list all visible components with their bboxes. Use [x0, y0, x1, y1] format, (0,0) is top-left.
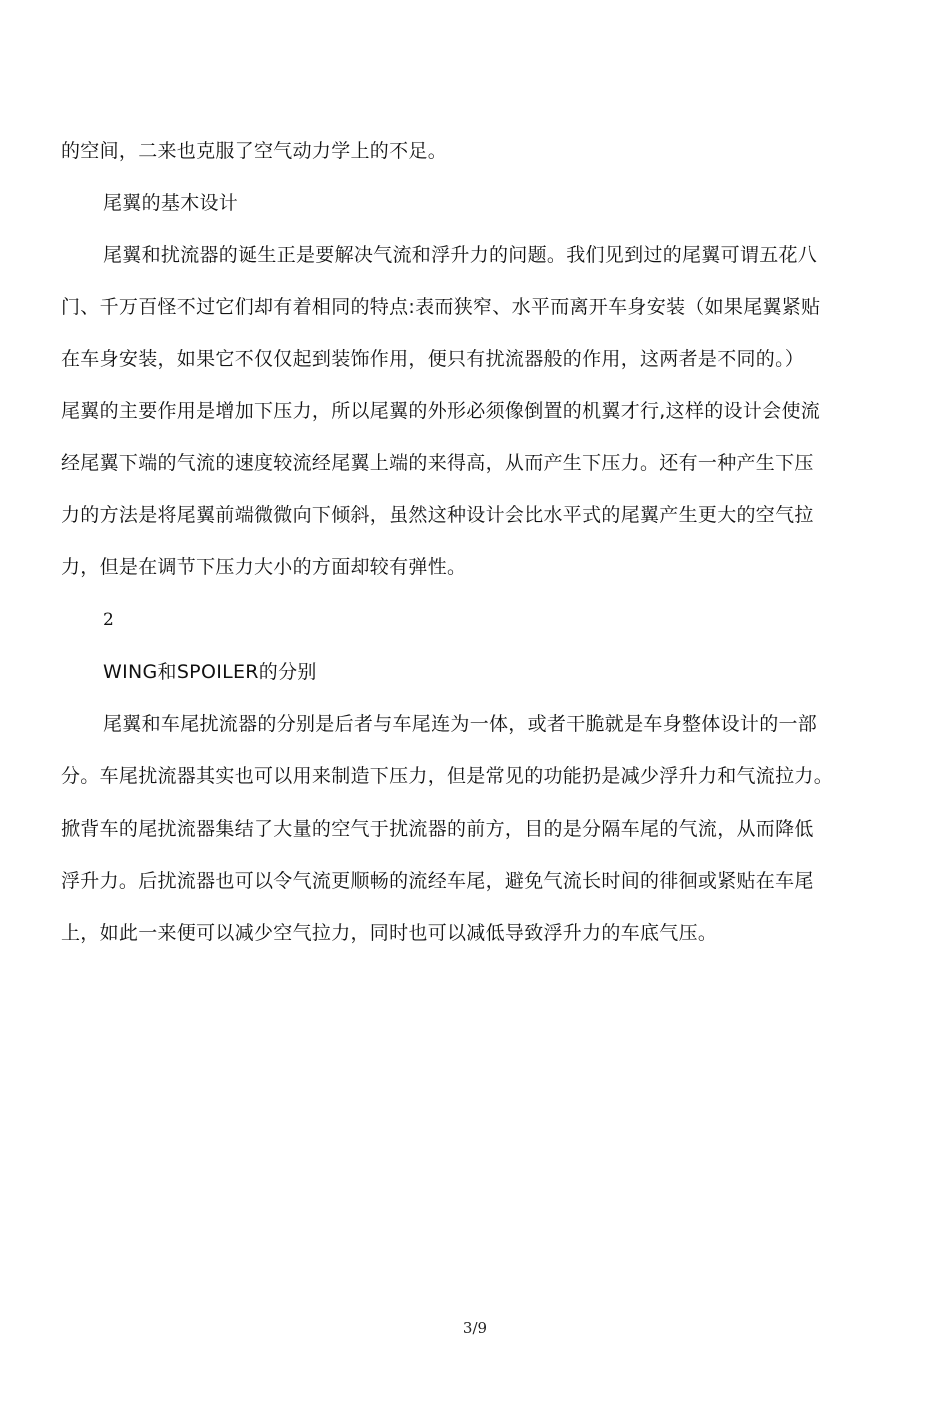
section-number: 2: [103, 610, 115, 630]
paragraph-line: 浮升力。后扰流器也可以令气流更顺畅的流经车尾，避免气流长时间的徘徊或紧贴在车尾: [61, 870, 814, 892]
section-heading: WING和SPOILER的分别: [103, 661, 317, 683]
paragraph-line: 尾翼和车尾扰流器的分别是后者与车尾连为一体，或者干脆就是车身整体设计的一部: [103, 713, 818, 735]
paragraph-line: 尾翼和扰流器的诞生正是要解决气流和浮升力的问题。我们见到过的尾翼可谓五花八: [103, 244, 818, 266]
paragraph-line: 上，如此一来便可以减少空气拉力，同时也可以减低导致浮升力的车底气压。: [61, 922, 718, 944]
paragraph-line: 门、千万百怪不过它们却有着相同的特点:表而狭窄、水平而离开车身安装（如果尾翼紧贴: [61, 296, 821, 318]
section-heading: 尾翼的基木设计: [103, 192, 239, 214]
paragraph-line: 分。车尾扰流器其实也可以用来制造下压力，但是常见的功能扔是减少浮升力和气流拉力。: [61, 765, 834, 787]
page-number: 3/9: [462, 1319, 488, 1337]
paragraph-line: 力，但是在调节下压力大小的方面却较有弹性。: [61, 556, 467, 578]
paragraph-line: 掀背车的尾扰流器集结了大量的空气于扰流器的前方，目的是分隔车尾的气流，从而降低: [61, 818, 814, 840]
paragraph-line: 力的方法是将尾翼前端微微向下倾斜，虽然这种设计会比水平式的尾翼产生更大的空气拉: [61, 504, 814, 526]
paragraph-line: 在车身安装，如果它不仅仅起到装饰作用，便只有扰流器般的作用，这两者是不同的。）: [61, 348, 805, 370]
paragraph-line: 尾翼的主要作用是增加下压力，所以尾翼的外形必须像倒置的机翼才行,这样的设计会使流: [61, 400, 821, 422]
paragraph-line: 经尾翼下端的气流的速度较流经尾翼上端的来得高，从而产生下压力。还有一种产生下压: [61, 452, 814, 474]
paragraph-line: 的空间，二来也克服了空气动力学上的不足。: [61, 140, 448, 162]
